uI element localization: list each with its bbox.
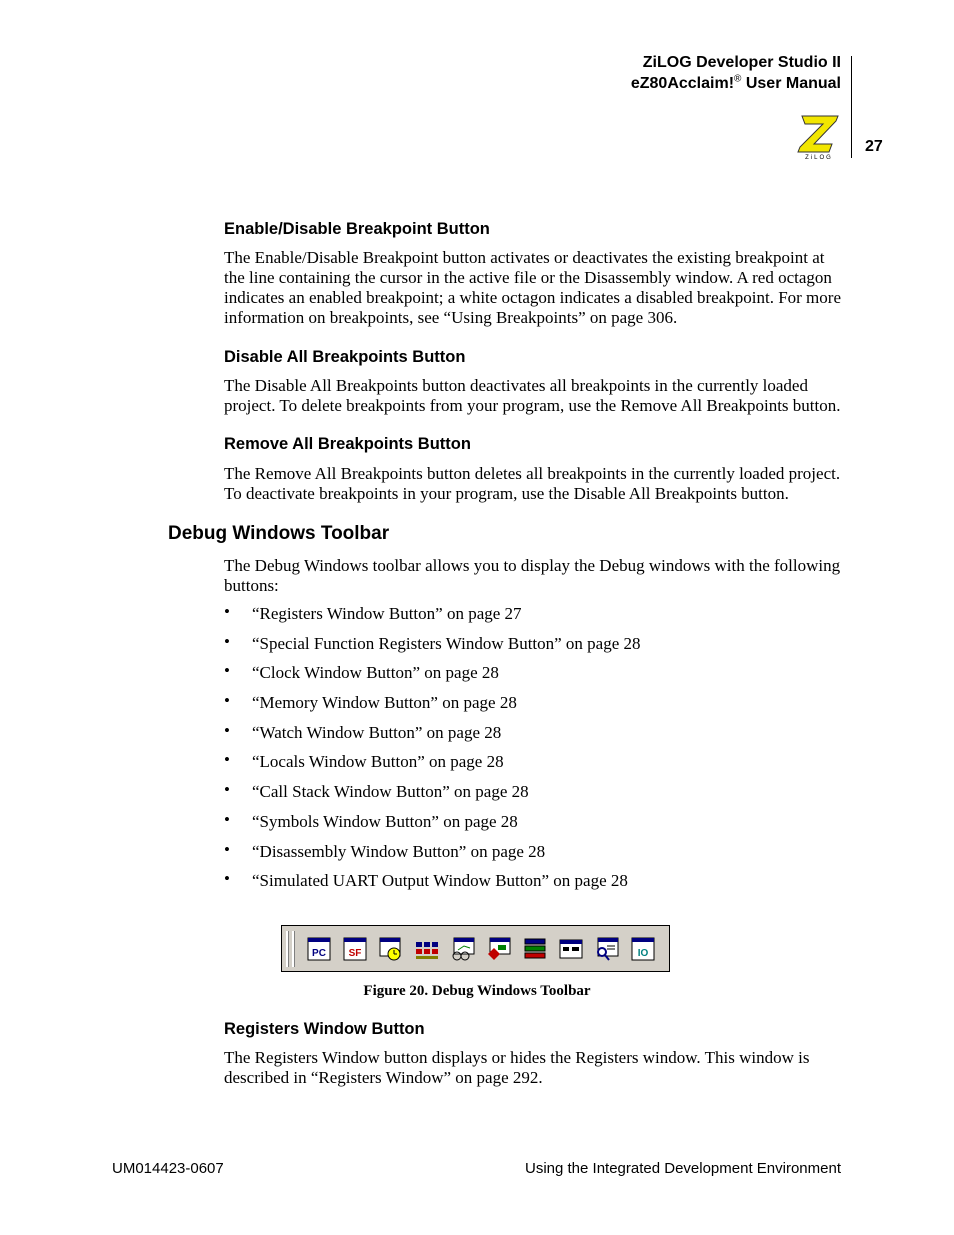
list-item: • “Simulated UART Output Window Button” on page 28 [224, 869, 628, 891]
debug-windows-button-list [224, 604, 641, 901]
svg-text:PC: PC [312, 948, 326, 959]
document-title-line2: eZ80Acclaim!® User Manual [630, 73, 841, 92]
disassembly-window-icon [594, 936, 620, 962]
paragraph-disable-all-breakpoints: The Disable All Breakpoints button deactivates all breakpoints in the currently loaded project. To delete breakpoints from your program, use the Remove All Breakpoints button. [224, 376, 841, 415]
list-item: • “Clock Window Button” on page 28 [224, 661, 499, 683]
svg-text:IO: IO [637, 948, 649, 959]
svg-text:SF: SF [348, 948, 362, 959]
footer-document-id: UM014423-0607 [112, 1160, 224, 1177]
list-item: • “Memory Window Button” on page 28 [224, 691, 517, 713]
symbols-window-icon [558, 936, 584, 962]
memory-window-icon [414, 936, 440, 962]
heading-disable-all-breakpoints: Disable All Breakpoints Button [224, 348, 466, 366]
zilog-logo [796, 114, 842, 160]
list-item: • “Locals Window Button” on page 28 [224, 750, 504, 772]
paragraph-remove-all-breakpoints: The Remove All Breakpoints button deletes all breakpoints in the currently loaded project. To deactivate breakpoints in your program, use the Disable All Breakpoints button. [224, 464, 841, 503]
list-item: • “Call Stack Window Button” on page 28 [224, 780, 529, 802]
paragraph-enable-disable-breakpoint: The Enable/Disable Breakpoint button activates or deactivates the existing breakpoint at the line containing the cursor in the active file or the Disassembly window. A red octagon indicates an enabled breakpoint; a white octagon indicates a disabled breakpoint. For more information on breakpoints, see “Using Breakpoints” on page 306. [224, 248, 841, 327]
document-title-line1: ZiLOG Developer Studio II [642, 54, 841, 71]
heading-registers-window-button: Registers Window Button [224, 1020, 425, 1038]
list-item: • “Special Function Registers Window Button” on page 28 [224, 631, 641, 653]
header-rule [851, 56, 852, 158]
clock-window-icon [378, 936, 404, 962]
simulated-uart-output-icon [630, 936, 656, 962]
heading-enable-disable-breakpoint: Enable/Disable Breakpoint Button [224, 220, 490, 238]
heading-debug-windows-toolbar: Debug Windows Toolbar [168, 523, 390, 544]
registers-window-icon [306, 936, 332, 962]
toolbar-grip [286, 931, 289, 967]
figure-caption: Figure 20. Debug Windows Toolbar [363, 983, 591, 999]
list-item: • “Registers Window Button” on page 27 [224, 602, 522, 623]
list-item: • “Disassembly Window Button” on page 28 [224, 839, 546, 861]
svg-text:ZiLOG: ZiLOG [805, 155, 833, 160]
paragraph-registers-window-button: The Registers Window button displays or hides the Registers window. This window is described in “Registers Window” on page 292. [224, 1048, 810, 1087]
footer-chapter-title: Using the Integrated Development Environment [524, 1160, 841, 1177]
list-item: • “Symbols Window Button” on page 28 [224, 809, 518, 831]
debug-windows-toolbar-figure [281, 925, 670, 972]
watch-window-icon [450, 936, 476, 962]
document-title [631, 52, 841, 94]
call-stack-window-icon [522, 936, 548, 962]
toolbar-grip [292, 931, 295, 967]
page-number: 27 [865, 138, 883, 155]
paragraph-debug-windows-toolbar: The Debug Windows toolbar allows you to display the Debug windows with the following buttons: [224, 556, 841, 595]
list-item: • “Watch Window Button” on page 28 [224, 720, 502, 742]
special-function-registers-icon [342, 936, 368, 962]
locals-window-icon [486, 936, 512, 962]
heading-remove-all-breakpoints: Remove All Breakpoints Button [224, 435, 471, 453]
